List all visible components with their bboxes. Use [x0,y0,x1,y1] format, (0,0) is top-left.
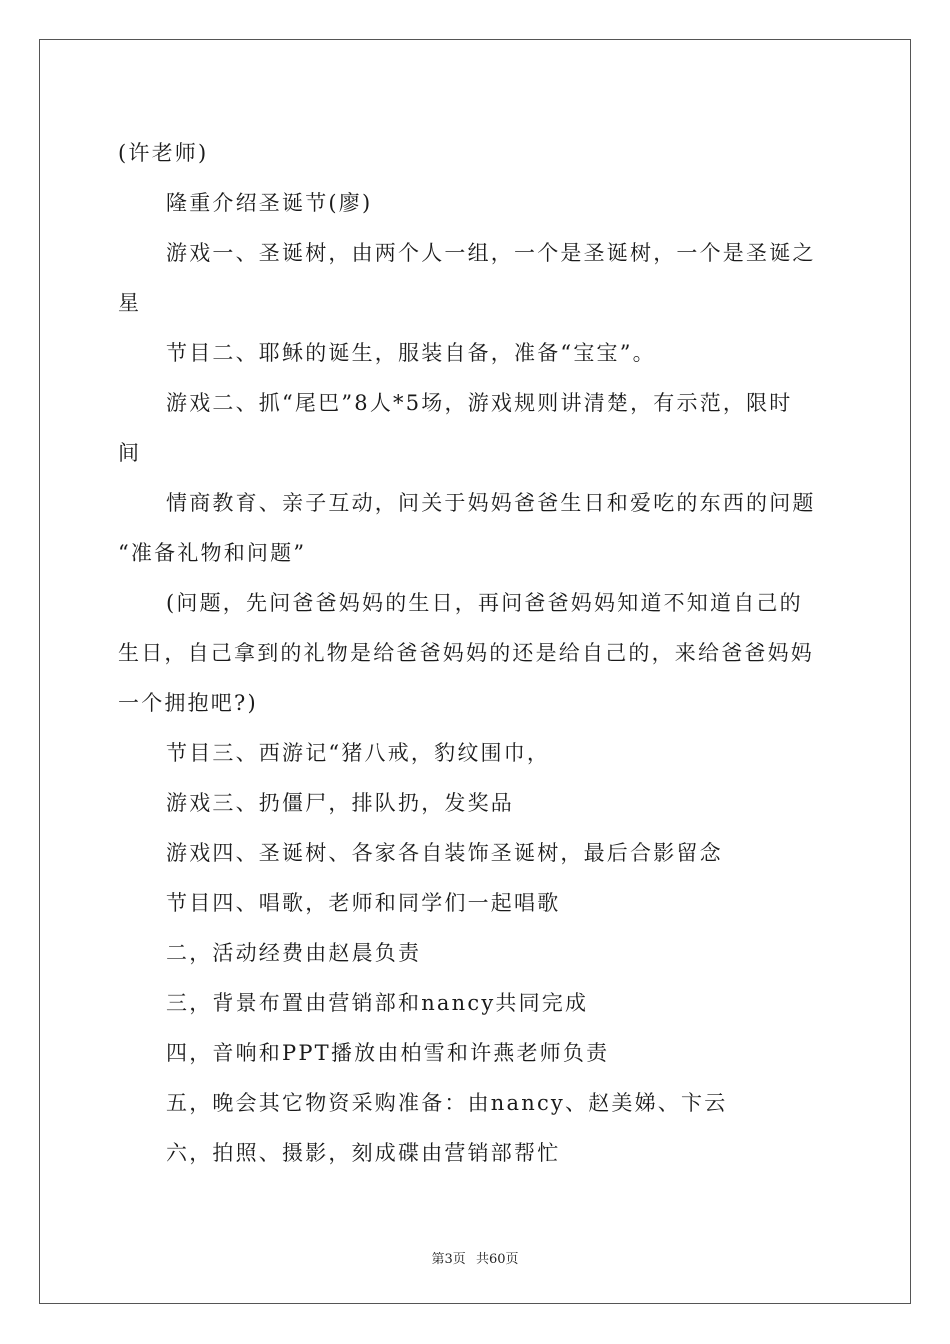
paragraph [118,1028,834,1078]
text-line: 二，活动经费由赵晨负责 [166,941,422,965]
text-line: 节目三、西游记“猪八戒，豹纹围巾， [166,741,551,765]
paragraph [118,728,834,778]
paragraph [118,478,834,578]
text-line: 五，晚会其它物资采购准备：由nancy、赵美娣、卞云 [166,1091,728,1115]
text-line: 生日，自己拿到的礼物是给爸爸妈妈的还是给自己的，来给爸爸妈妈 [118,641,814,665]
text-line: 节目二、耶稣的诞生，服装自备，准备“宝宝”。 [166,341,656,365]
paragraph [118,1078,834,1128]
text-line: “准备礼物和问题” [118,541,307,565]
text-line: 隆重介绍圣诞节(廖) [166,191,373,215]
paragraph [118,778,834,828]
paragraph [118,228,834,328]
paragraph [118,328,834,378]
text-line: 一个拥抱吧?) [118,691,258,715]
paragraph [118,928,834,978]
page-footer [0,1248,950,1267]
paragraph [118,1128,834,1178]
paragraph [118,178,834,228]
page-number: 第3页 [431,1252,466,1267]
text-line: 情商教育、亲子互动，问关于妈妈爸爸生日和爱吃的东西的问题 [166,491,816,515]
page-total: 共60页 [475,1252,519,1267]
text-line: 三，背景布置由营销部和nancy共同完成 [166,991,589,1015]
paragraph [118,878,834,928]
paragraph [118,378,834,478]
text-line: 六，拍照、摄影，刻成碟由营销部帮忙 [166,1141,561,1165]
document-body [118,128,834,1178]
text-line: 节目四、唱歌，老师和同学们一起唱歌 [166,891,561,915]
paragraph [118,128,834,178]
paragraph [118,578,834,728]
text-line: (许老师) [118,141,209,165]
text-line: 游戏三、扔僵尸，排队扔，发奖品 [166,791,514,815]
paragraph [118,828,834,878]
text-line: 间 [118,441,142,465]
text-line: 游戏二、抓“尾巴”8人*5场，游戏规则讲清楚，有示范，限时 [166,391,793,415]
text-line: 游戏一、圣诞树，由两个人一组，一个是圣诞树，一个是圣诞之 [166,241,816,265]
paragraph [118,978,834,1028]
text-line: 四，音响和PPT播放由柏雪和许燕老师负责 [166,1041,610,1065]
text-line: (问题，先问爸爸妈妈的生日，再问爸爸妈妈知道不知道自己的 [166,591,803,615]
text-line: 游戏四、圣诞树、各家各自装饰圣诞树，最后合影留念 [166,841,723,865]
text-line: 星 [118,291,142,315]
